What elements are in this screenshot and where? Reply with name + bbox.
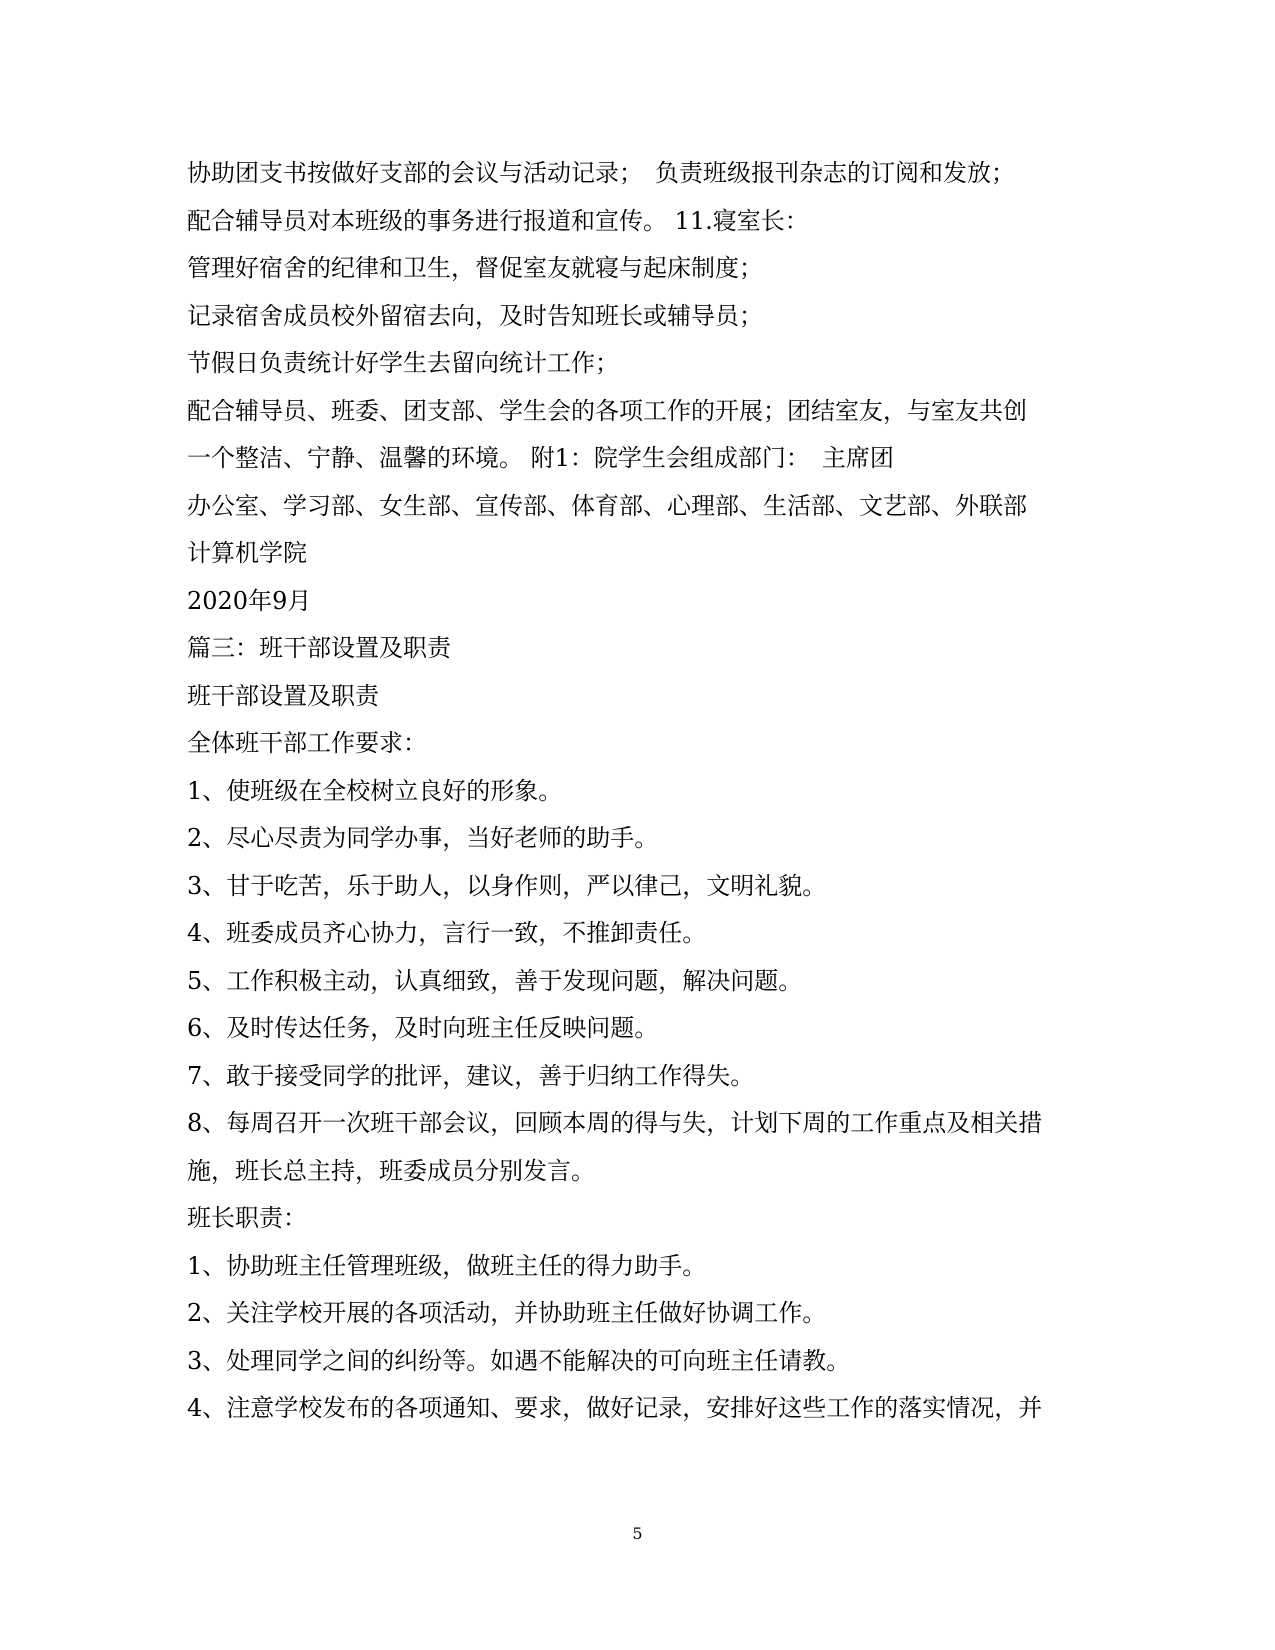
text-line: 计算机学院 [187, 539, 307, 567]
text-line: 全体班干部工作要求： [187, 729, 427, 757]
list-item: 2、尽心尽责为同学办事，当好老师的助手。 [187, 824, 659, 852]
list-item: 3、甘于吃苦，乐于助人，以身作则，严以律己，文明礼貌。 [187, 871, 827, 900]
body-text [187, 150, 1087, 1433]
list-item: 7、敢于接受同学的批评，建议，善于归纳工作得失。 [187, 1061, 755, 1090]
list-item: 4、注意学校发布的各项通知、要求，做好记录，安排好这些工作的落实情况，并 [187, 1394, 1043, 1422]
text-line: 施，班长总主持，班委成员分别发言。 [187, 1156, 595, 1185]
text-line: 节假日负责统计好学生去留向统计工作； [187, 349, 619, 377]
section-title: 班干部设置及职责 [187, 681, 379, 710]
date-line: 2020年9月 [187, 586, 312, 615]
list-item: 6、及时传达任务，及时向班主任反映问题。 [187, 1014, 659, 1042]
text-line: 一个整洁、宁静、温馨的环境。 附1：院学生会组成部门： 主席团 [187, 444, 894, 472]
text-line: 班长职责： [187, 1204, 307, 1232]
text-line: 协助团支书按做好支部的会议与活动记录； 负责班级报刊杂志的订阅和发放； [187, 159, 1015, 187]
list-item: 3、处理同学之间的纠纷等。如遇不能解决的可向班主任请教。 [187, 1346, 851, 1375]
text-line: 记录宿舍成员校外留宿去向，及时告知班长或辅导员； [187, 301, 763, 330]
text-line: 配合辅导员对本班级的事务进行报道和宣传。 11.寝室长： [187, 206, 809, 235]
list-item: 1、使班级在全校树立良好的形象。 [187, 776, 563, 805]
page-number: 5 [632, 1524, 643, 1543]
list-item: 2、关注学校开展的各项活动，并协助班主任做好协调工作。 [187, 1299, 827, 1327]
text-line: 配合辅导员、班委、团支部、学生会的各项工作的开展；团结室友，与室友共创 [187, 396, 1027, 425]
text-line: 管理好宿舍的纪律和卫生，督促室友就寝与起床制度； [187, 254, 763, 282]
list-item: 5、工作积极主动，认真细致，善于发现问题，解决问题。 [187, 966, 803, 995]
list-item: 4、班委成员齐心协力，言行一致，不推卸责任。 [187, 919, 707, 947]
list-item: 1、协助班主任管理班级，做班主任的得力助手。 [187, 1251, 707, 1280]
section-heading: 篇三：班干部设置及职责 [187, 634, 451, 662]
text-line: 办公室、学习部、女生部、宣传部、体育部、心理部、生活部、文艺部、外联部 [187, 491, 1027, 520]
list-item: 8、每周召开一次班干部会议，回顾本周的得与失，计划下周的工作重点及相关措 [187, 1109, 1043, 1137]
